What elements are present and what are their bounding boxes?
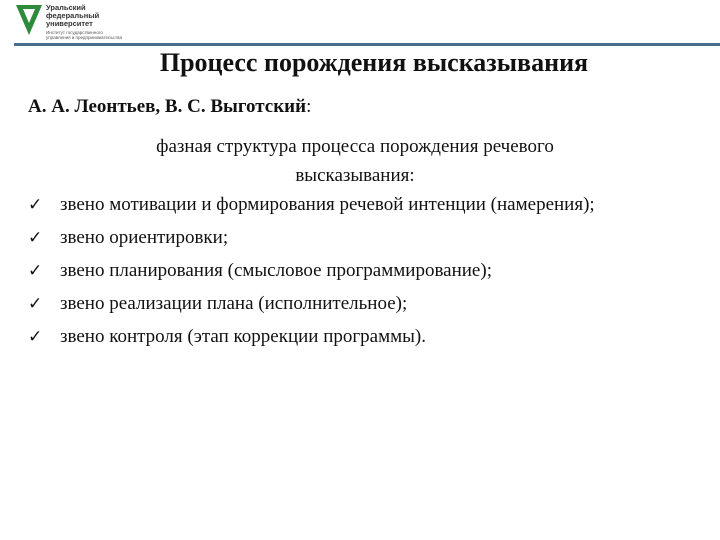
logo-line: Уральский [46,3,86,12]
logo-text [46,4,99,28]
logo-sub-line: управления и предпринимательства [46,35,122,40]
list-item-text: звено контроля (этап коррекции программы). [60,326,426,347]
list-item [28,290,678,318]
list-item [28,257,678,285]
header-divider [14,43,720,46]
list-item-text: звено мотивации и формирования речевой интенции (намерения); [60,194,595,215]
list-item [28,323,678,351]
list-item [28,224,678,252]
checkmark-icon: ✓ [28,195,43,215]
intro-text: фазная структура процесса порождения речевого высказывания: [156,136,554,186]
authors-names: А. А. Леонтьев, В. С. Выготский [28,96,307,117]
authors-colon: : [306,96,312,117]
checkmark-icon: ✓ [28,228,43,248]
slide-title: Процесс порождения высказывания [159,48,589,77]
list-item [28,191,678,219]
list-item-text: звено ориентировки; [60,227,229,248]
logo-line: университет [46,19,93,28]
logo-sub-line: Институт государственного [46,30,103,35]
checkmark-icon: ✓ [28,327,43,347]
slide-header [0,0,720,46]
checkmark-icon: ✓ [28,261,43,281]
list-item-text: звено планирования (смысловое программирование); [60,260,492,281]
logo-line: федеральный [46,11,100,20]
authors-line [28,96,311,118]
university-logo-icon [14,3,44,37]
list-item-text: звено реализации плана (исполнительное); [60,293,408,314]
phase-list [28,191,678,356]
logo-subtitle [46,30,122,40]
checkmark-icon: ✓ [28,294,43,314]
